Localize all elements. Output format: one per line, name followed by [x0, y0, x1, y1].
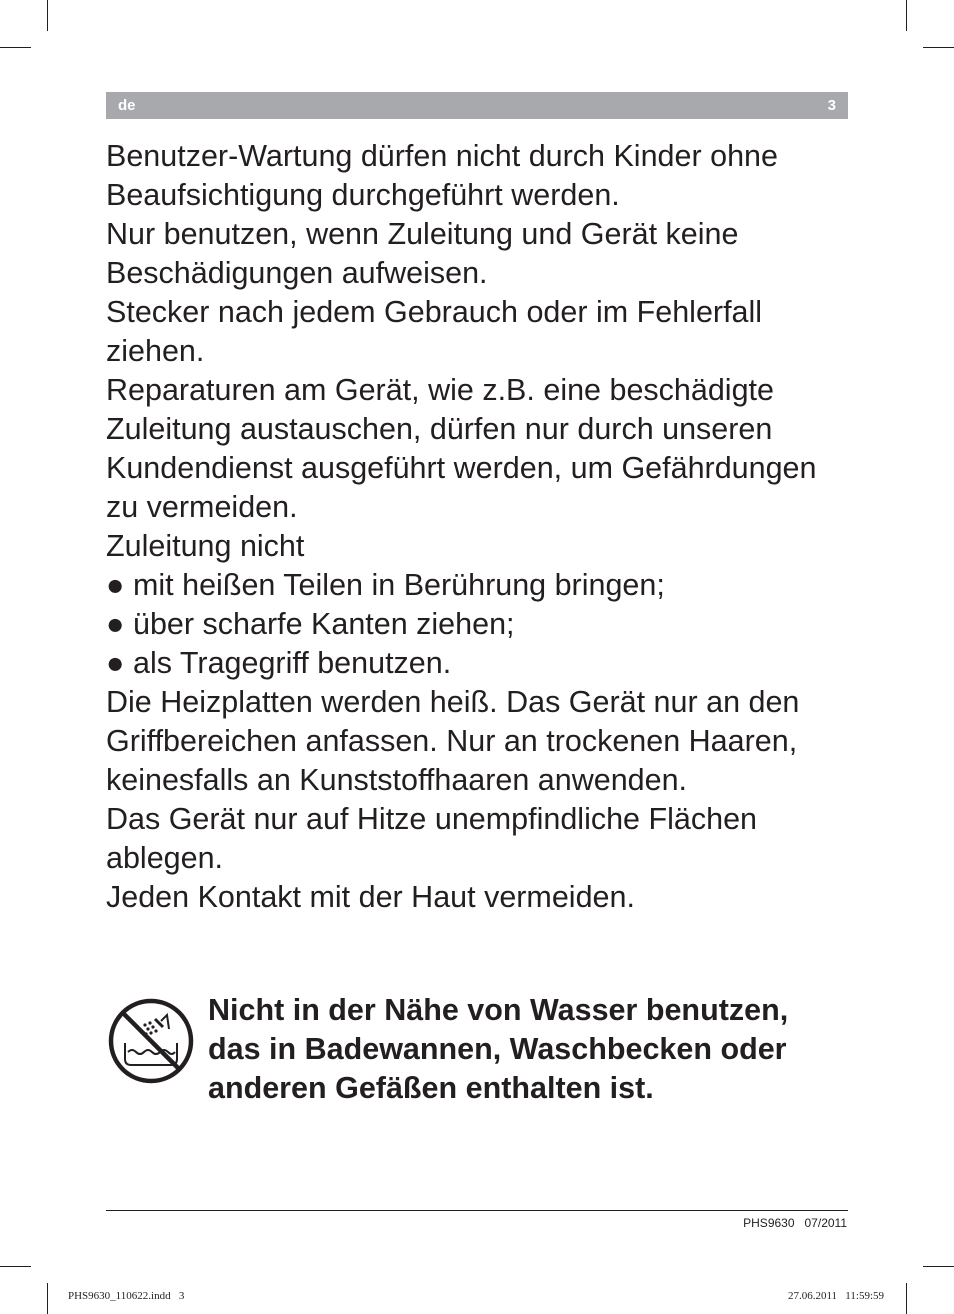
list-item-text: als Tragegriff benutzen.: [133, 646, 452, 680]
print-slug-timestamp: 27.06.2011 11:59:59: [787, 1290, 884, 1302]
crop-mark-top-left-v: [47, 0, 48, 31]
safety-instructions: [106, 137, 846, 917]
crop-mark-bottom-left-h: [0, 1266, 31, 1267]
language-label: de: [118, 97, 136, 114]
print-slug-file: PHS9630_110622.indd 3: [68, 1290, 185, 1302]
crop-mark-top-right-v: [906, 0, 907, 31]
crop-mark-top-right-h: [923, 47, 954, 48]
list-item-text: über scharfe Kanten ziehen;: [133, 607, 515, 641]
paragraph: Jeden Kontakt mit der Haut vermeiden.: [106, 880, 635, 914]
list-item: [106, 644, 846, 683]
list-item-text: mit heißen Teilen in Berührung bringen;: [133, 568, 665, 602]
list-item: [106, 605, 846, 644]
crop-mark-bottom-right-h: [923, 1266, 954, 1267]
page-number: 3: [827, 97, 836, 114]
paragraph: Die Heizplatten werden heiß. Das Gerät nur an den Griffbereichen anfassen. Nur an trockenen Haaren, keinesfalls an Kunststoffhaaren anwenden.: [106, 685, 800, 797]
crop-mark-bottom-right-v: [906, 1283, 907, 1314]
page-header-bar: [106, 92, 848, 119]
bullet-icon: ●: [106, 607, 125, 641]
paragraph: Benutzer-Wartung dürfen nicht durch Kinder ohne Beaufsichtigung durchgeführt werden.: [106, 139, 778, 212]
bullet-icon: ●: [106, 568, 125, 602]
footer-divider: [106, 1210, 848, 1211]
paragraph: Stecker nach jedem Gebrauch oder im Fehlerfall ziehen.: [106, 295, 763, 368]
paragraph: Reparaturen am Gerät, wie z.B. eine beschädigte Zuleitung austauschen, dürfen nur durch unseren Kundendienst ausgeführt werden, um Gefährdungen zu vermeiden.: [106, 373, 817, 524]
footer-model-code: PHS9630 07/2011: [743, 1216, 847, 1230]
crop-mark-top-left-h: [0, 47, 31, 48]
list-item: [106, 566, 846, 605]
paragraph: Das Gerät nur auf Hitze unempfindliche Flächen ablegen.: [106, 802, 757, 875]
no-water-icon: [107, 997, 195, 1085]
paragraph: Zuleitung nicht: [106, 529, 305, 563]
paragraph: Nur benutzen, wenn Zuleitung und Gerät keine Beschädigungen aufweisen.: [106, 217, 739, 290]
water-warning-text: Nicht in der Nähe von Wasser benutzen, das in Badewannen, Waschbecken oder anderen Gefäßen enthalten ist.: [208, 993, 789, 1105]
bullet-icon: ●: [106, 646, 125, 680]
crop-mark-bottom-left-v: [47, 1283, 48, 1314]
